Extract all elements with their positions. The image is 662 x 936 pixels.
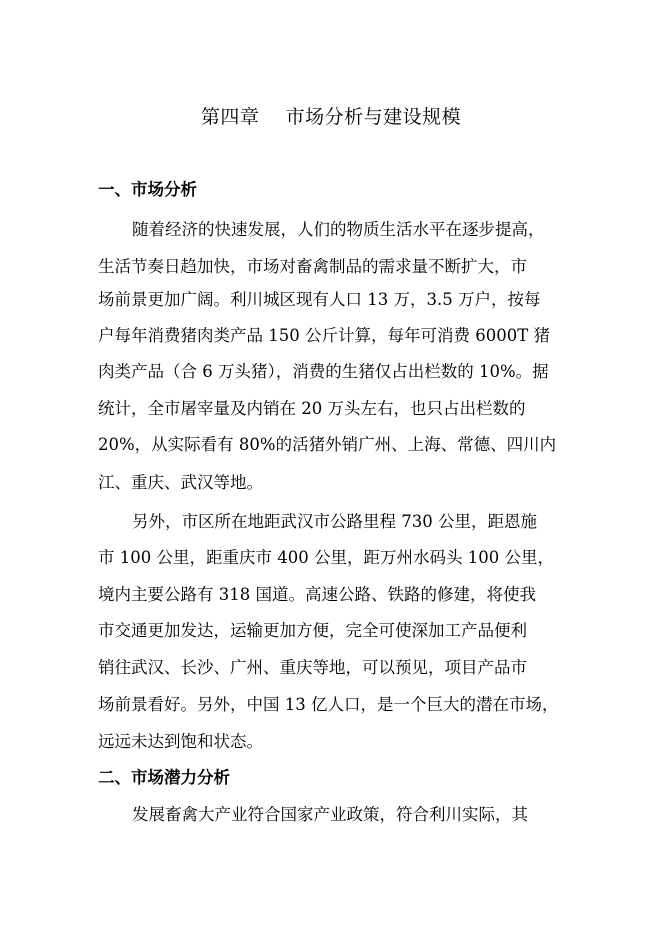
paragraph-line: 市交通更加发达，运输更加方便，完全可使深加工产品便利 (98, 621, 527, 640)
paragraph-line: 发展畜禽大产业符合国家产业政策，符合利川实际，其 (132, 805, 528, 824)
paragraph-line: 随着经济的快速发展，人们的物质生活水平在逐步提高， (132, 220, 545, 239)
chapter-title: 第四章 市场分析与建设规模 (200, 106, 462, 128)
paragraph-line: 20%，从实际看有 80%的活猪外销广州、上海、常德、四川内 (98, 435, 557, 454)
paragraph-line: 江、重庆、武汉等地。 (98, 473, 263, 492)
paragraph-line: 境内主要公路有 318 国道。高速公路、铁路的修建，将使我 (98, 585, 536, 604)
paragraph-line: 户每年消费猪肉类产品 150 公斤计算，每年可消费 6000T 猪 (98, 326, 550, 345)
paragraph-line: 市 100 公里，距重庆市 400 公里，距万州水码头 100 公里， (98, 548, 554, 567)
paragraph-line: 场前景更加广阔。利川城区现有人口 13 万，3.5 万户，按每 (98, 290, 541, 309)
paragraph-line: 销往武汉、长沙、广州、重庆等地，可以预见，项目产品市 (98, 658, 527, 677)
paragraph-line: 另外，市区所在地距武汉市公路里程 730 公里，距恩施 (132, 512, 537, 531)
paragraph-line: 远远未达到饱和状态。 (98, 732, 263, 751)
section-heading-market-analysis: 一、市场分析 (98, 180, 197, 199)
paragraph-line: 肉类产品（合 6 万头猪），消费的生猪仅占出栏数的 10%。据 (98, 362, 549, 381)
paragraph-line: 场前景看好。另外，中国 13 亿人口，是一个巨大的潜在市场， (98, 695, 559, 714)
section-heading-market-potential: 二、市场潜力分析 (98, 768, 230, 787)
paragraph-line: 生活节奏日趋加快，市场对畜禽制品的需求量不断扩大，市 (98, 257, 527, 276)
paragraph-line: 统计，全市屠宰量及内销在 20 万头左右，也只占出栏数的 (98, 399, 526, 418)
